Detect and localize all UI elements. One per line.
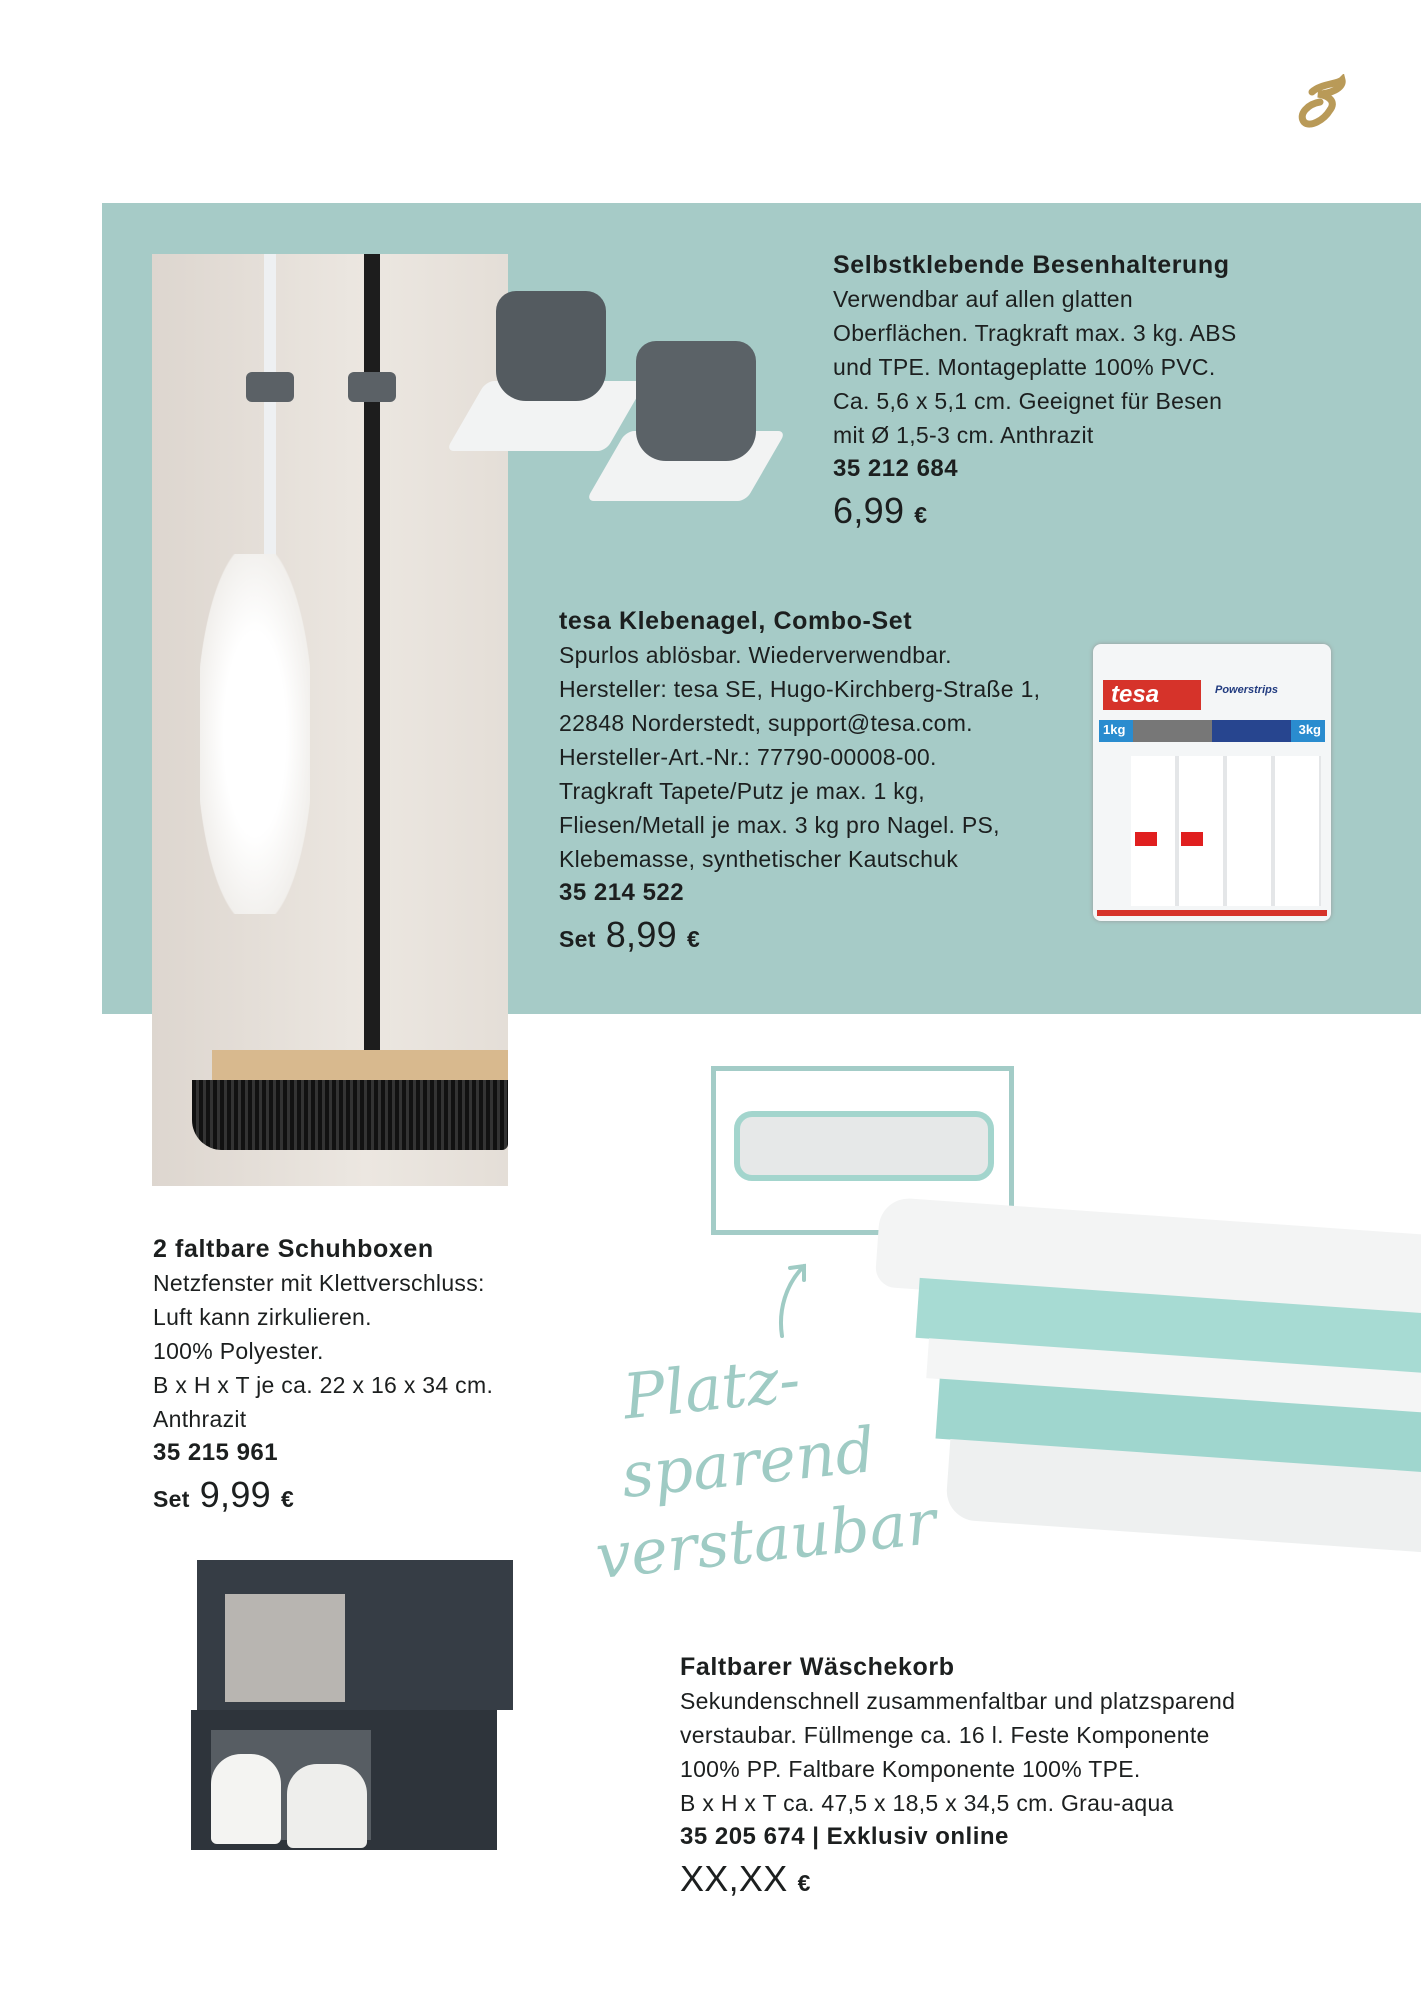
description-line: Sekundenschnell zusammenfaltbar und platzsparend [680, 1688, 1236, 1714]
price [153, 1474, 493, 1516]
product-laundry-basket [680, 1650, 1235, 1900]
badge-1kg: 1kg [1103, 722, 1126, 737]
script-line: Platz- [619, 1342, 804, 1434]
arrow-icon [768, 1260, 818, 1345]
article-number: 35 214 522 [559, 879, 685, 906]
description-line: Verwendbar auf allen glatten [833, 286, 1133, 312]
price [559, 914, 1040, 956]
tesa-brand: tesa [1103, 680, 1201, 710]
tesa-sub: Powerstrips [1215, 684, 1278, 696]
badge-3kg: 3kg [1298, 722, 1321, 737]
product-title: tesa Klebenagel, Combo-Set [559, 607, 913, 635]
description-line: B x H x T je ca. 22 x 16 x 34 cm. [153, 1372, 494, 1398]
description-line: 100% Polyester. [153, 1338, 324, 1364]
tesa-package-image [1093, 644, 1331, 921]
description-line: mit Ø 1,5-3 cm. Anthrazit [833, 422, 1094, 448]
script-line: sparend [617, 1412, 879, 1513]
article-number: 35 215 961 [153, 1439, 279, 1466]
description-line: Netzfenster mit Klettverschluss: [153, 1270, 485, 1296]
description-line: B x H x T ca. 47,5 x 18,5 x 34,5 cm. Grau-aqua [680, 1790, 1174, 1816]
description-line: Klebemasse, synthetischer Kautschuk [559, 846, 959, 872]
description-line: Oberflächen. Tragkraft max. 3 kg. ABS [833, 320, 1237, 346]
price-prefix: Set [153, 1486, 190, 1512]
description-line: Anthrazit [153, 1406, 247, 1432]
article-number: 35 205 674 | Exklusiv online [680, 1823, 1009, 1850]
broom-clips-image [466, 281, 778, 491]
currency: € [914, 502, 928, 528]
currency: € [280, 1486, 295, 1512]
description-line: Ca. 5,6 x 5,1 cm. Geeignet für Besen [833, 388, 1223, 414]
script-line: verstaubar [592, 1484, 940, 1594]
product-title: Selbstklebende Besenhalterung [833, 251, 1230, 279]
price [680, 1858, 1235, 1900]
broom-holder-photo [152, 254, 508, 1186]
price-value: 8,99 [605, 914, 677, 955]
description-line: Spurlos ablösbar. Wiederverwendbar. [559, 642, 952, 668]
description-line: 22848 Norderstedt, support@tesa.com. [559, 710, 973, 736]
product-title: 2 faltbare Schuhboxen [153, 1235, 434, 1263]
price-value: XX,XX [680, 1858, 788, 1899]
description-line: 100% PP. Faltbare Komponente 100% TPE. [680, 1756, 1141, 1782]
description-line: und TPE. Montageplatte 100% PVC. [833, 354, 1216, 380]
description-line: Luft kann zirkulieren. [153, 1304, 372, 1330]
product-broom-holder [833, 248, 1237, 532]
product-title: Faltbarer Wäschekorb [680, 1653, 955, 1681]
description-line: Hersteller-Art.-Nr.: 77790-00008-00. [559, 744, 937, 770]
product-shoe-boxes [153, 1232, 493, 1516]
currency: € [686, 926, 701, 952]
laundry-basket-image [867, 1186, 1421, 1607]
price-value: 9,99 [199, 1474, 271, 1515]
product-tesa-nail [559, 604, 1040, 956]
description-line: Fliesen/Metall je max. 3 kg pro Nagel. PS, [559, 812, 1000, 838]
currency: € [797, 1870, 811, 1896]
price-value: 6,99 [833, 490, 905, 531]
brand-logo [1290, 74, 1350, 134]
shoe-boxes-image [191, 1554, 513, 1856]
description-line: Tragkraft Tapete/Putz je max. 1 kg, [559, 778, 925, 804]
article-number: 35 212 684 [833, 455, 959, 482]
price-prefix: Set [559, 926, 596, 952]
description-line: Hersteller: tesa SE, Hugo-Kirchberg-Straße 1, [559, 676, 1041, 702]
description-line: verstaubar. Füllmenge ca. 16 l. Feste Komponente [680, 1722, 1210, 1748]
price [833, 490, 1237, 532]
